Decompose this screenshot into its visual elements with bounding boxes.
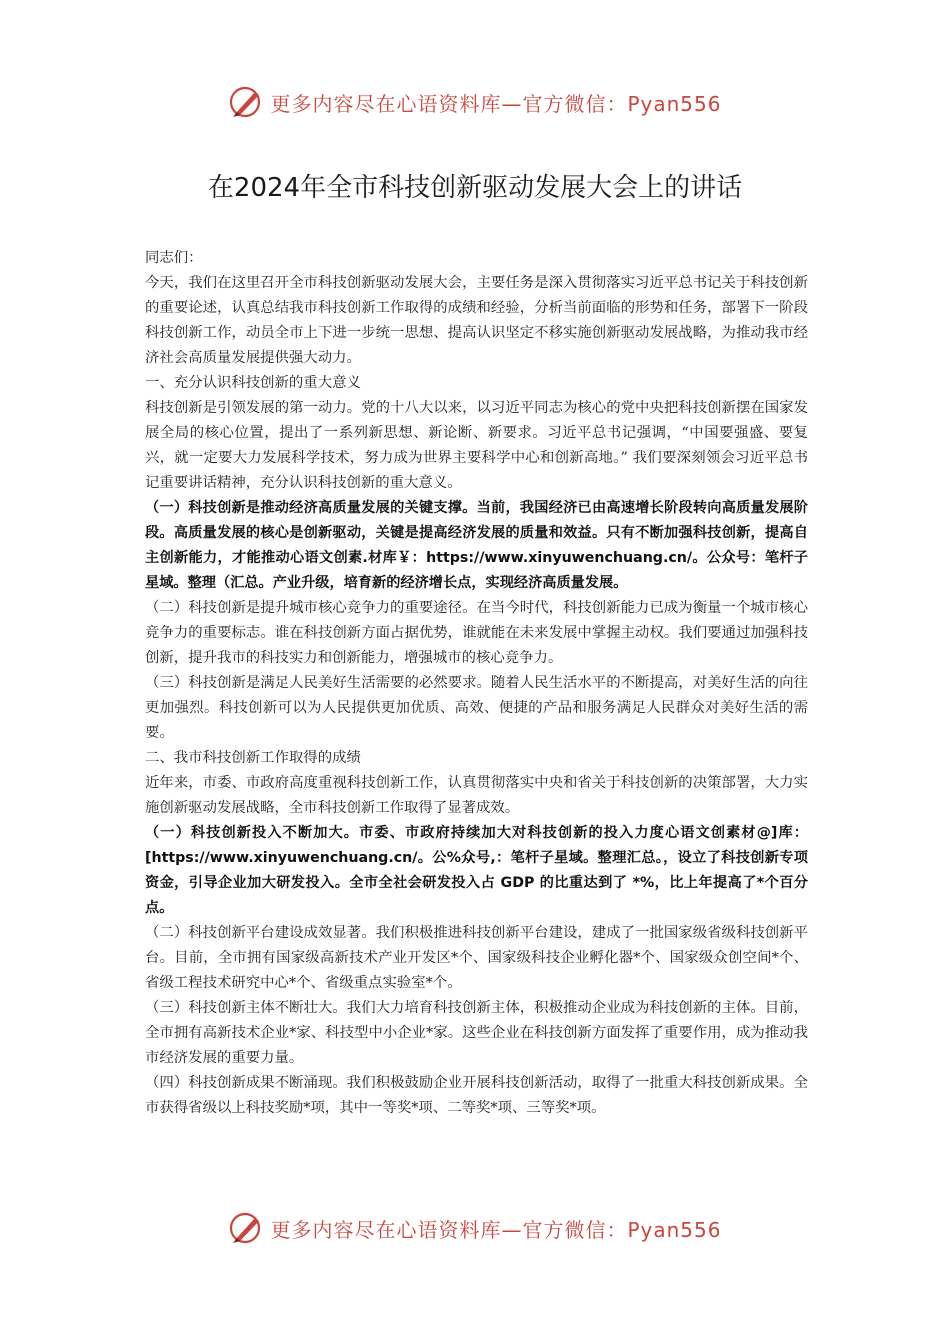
body-paragraph: （三）科技创新是满足人民美好生活需要的必然要求。随着人民生活水平的不断提高，对美好生活的向往更加强烈。科技创新可以为人民提供更加优质、高效、便捷的产品和服务满足人民群众对美好生活的需要。 [145, 675, 808, 741]
body-paragraph: 近年来，市委、市政府高度重视科技创新工作，认真贯彻落实中央和省关于科技创新的决策部署，大力实施创新驱动发展战略，全市科技创新工作取得了显著成效。 [145, 775, 808, 816]
section-heading-2: 二、我市科技创新工作取得的成绩 [145, 750, 361, 766]
document-body [145, 246, 808, 1121]
salutation: 同志们： [145, 250, 203, 266]
header-watermark-banner [0, 82, 950, 122]
footer-watermark-banner [0, 1208, 950, 1248]
section-heading-1: 一、充分认识科技创新的重大意义 [145, 375, 361, 391]
body-paragraph: （二）科技创新平台建设成效显著。我们积极推进科技创新平台建设，建成了一批国家级省级科技创新平台。目前，全市拥有国家级高新技术产业开发区*个、国家级科技企业孵化器*个、国家级众创空间*个、省级工程技术研究中心*个、省级重点实验室*个。 [145, 925, 808, 991]
document-title: 在2024年全市科技创新驱动发展大会上的讲话 [207, 173, 743, 204]
body-paragraph: （四）科技创新成果不断涌现。我们积极鼓励企业开展科技创新活动，取得了一批重大科技创新成果。全市获得省级以上科技奖励*项，其中一等奖*项、二等奖*项、三等奖*项。 [145, 1075, 808, 1116]
bold-paragraph: （一）科技创新是推动经济高质量发展的关键支撑。当前，我国经济已由高速增长阶段转向高质量发展阶段。高质量发展的核心是创新驱动，关键是提高经济发展的质量和效益。只有不断加强科技创新，提高自主创新能力，才能推动心语文创素.材库￥：https://www.xinyuwenchuang.cn/。公众号：笔杆子星域。整理（汇总。产业升级，培育新的经济增长点，实现经济高质量发展。 [145, 500, 808, 591]
pen-logo-icon [228, 1210, 264, 1246]
body-paragraph: 科技创新是引领发展的第一动力。党的十八大以来，以习近平同志为核心的党中央把科技创新摆在国家发展全局的核心位置，提出了一系列新思想、新论断、新要求。习近平总书记强调，“中国要强盛、要复兴，就一定要大力发展科学技术，努力成为世界主要科学中心和创新高地。” 我们要深刻领会习近平总书记重要讲话精神，充分认识科技创新的重大意义。 [145, 400, 808, 491]
bold-paragraph: （一）科技创新投入不断加大。市委、市政府持续加大对科技创新的投入力度心语文创素材@]库：[https://www.xinyuwenchuang.cn/。公%众号,：笔杆子星域。整理汇总。，设立了科技创新专项资金，引导企业加大研发投入。全市全社会研发投入占 GDP 的比重达到了 *%，比上年提高了*个百分点。 [145, 825, 808, 916]
intro-paragraph: 今天，我们在这里召开全市科技创新驱动发展大会，主要任务是深入贯彻落实习近平总书记关于科技创新的重要论述，认真总结我市科技创新工作取得的成绩和经验，分析当前面临的形势和任务，部署下一阶段科技创新工作，动员全市上下进一步统一思想、提高认识坚定不移实施创新驱动发展战略，为推动我市经济社会高质量发展提供强大动力。 [145, 275, 808, 366]
body-paragraph: （三）科技创新主体不断壮大。我们大力培育科技创新主体，积极推动企业成为科技创新的主体。目前，全市拥有高新技术企业*家、科技型中小企业*家。这些企业在科技创新方面发挥了重要作用，成为推动我市经济发展的重要力量。 [145, 1000, 808, 1066]
body-paragraph: （二）科技创新是提升城市核心竞争力的重要途径。在当今时代，科技创新能力已成为衡量一个城市核心竞争力的重要标志。谁在科技创新方面占据优势，谁就能在未来发展中掌握主动权。我们要通过加强科技创新，提升我市的科技实力和创新能力，增强城市的核心竞争力。 [145, 600, 808, 666]
watermark-text: 更多内容尽在心语资料库—官方微信：Pyan556 [270, 1217, 722, 1242]
pen-logo-icon [228, 84, 264, 120]
watermark-text: 更多内容尽在心语资料库—官方微信：Pyan556 [270, 91, 722, 116]
